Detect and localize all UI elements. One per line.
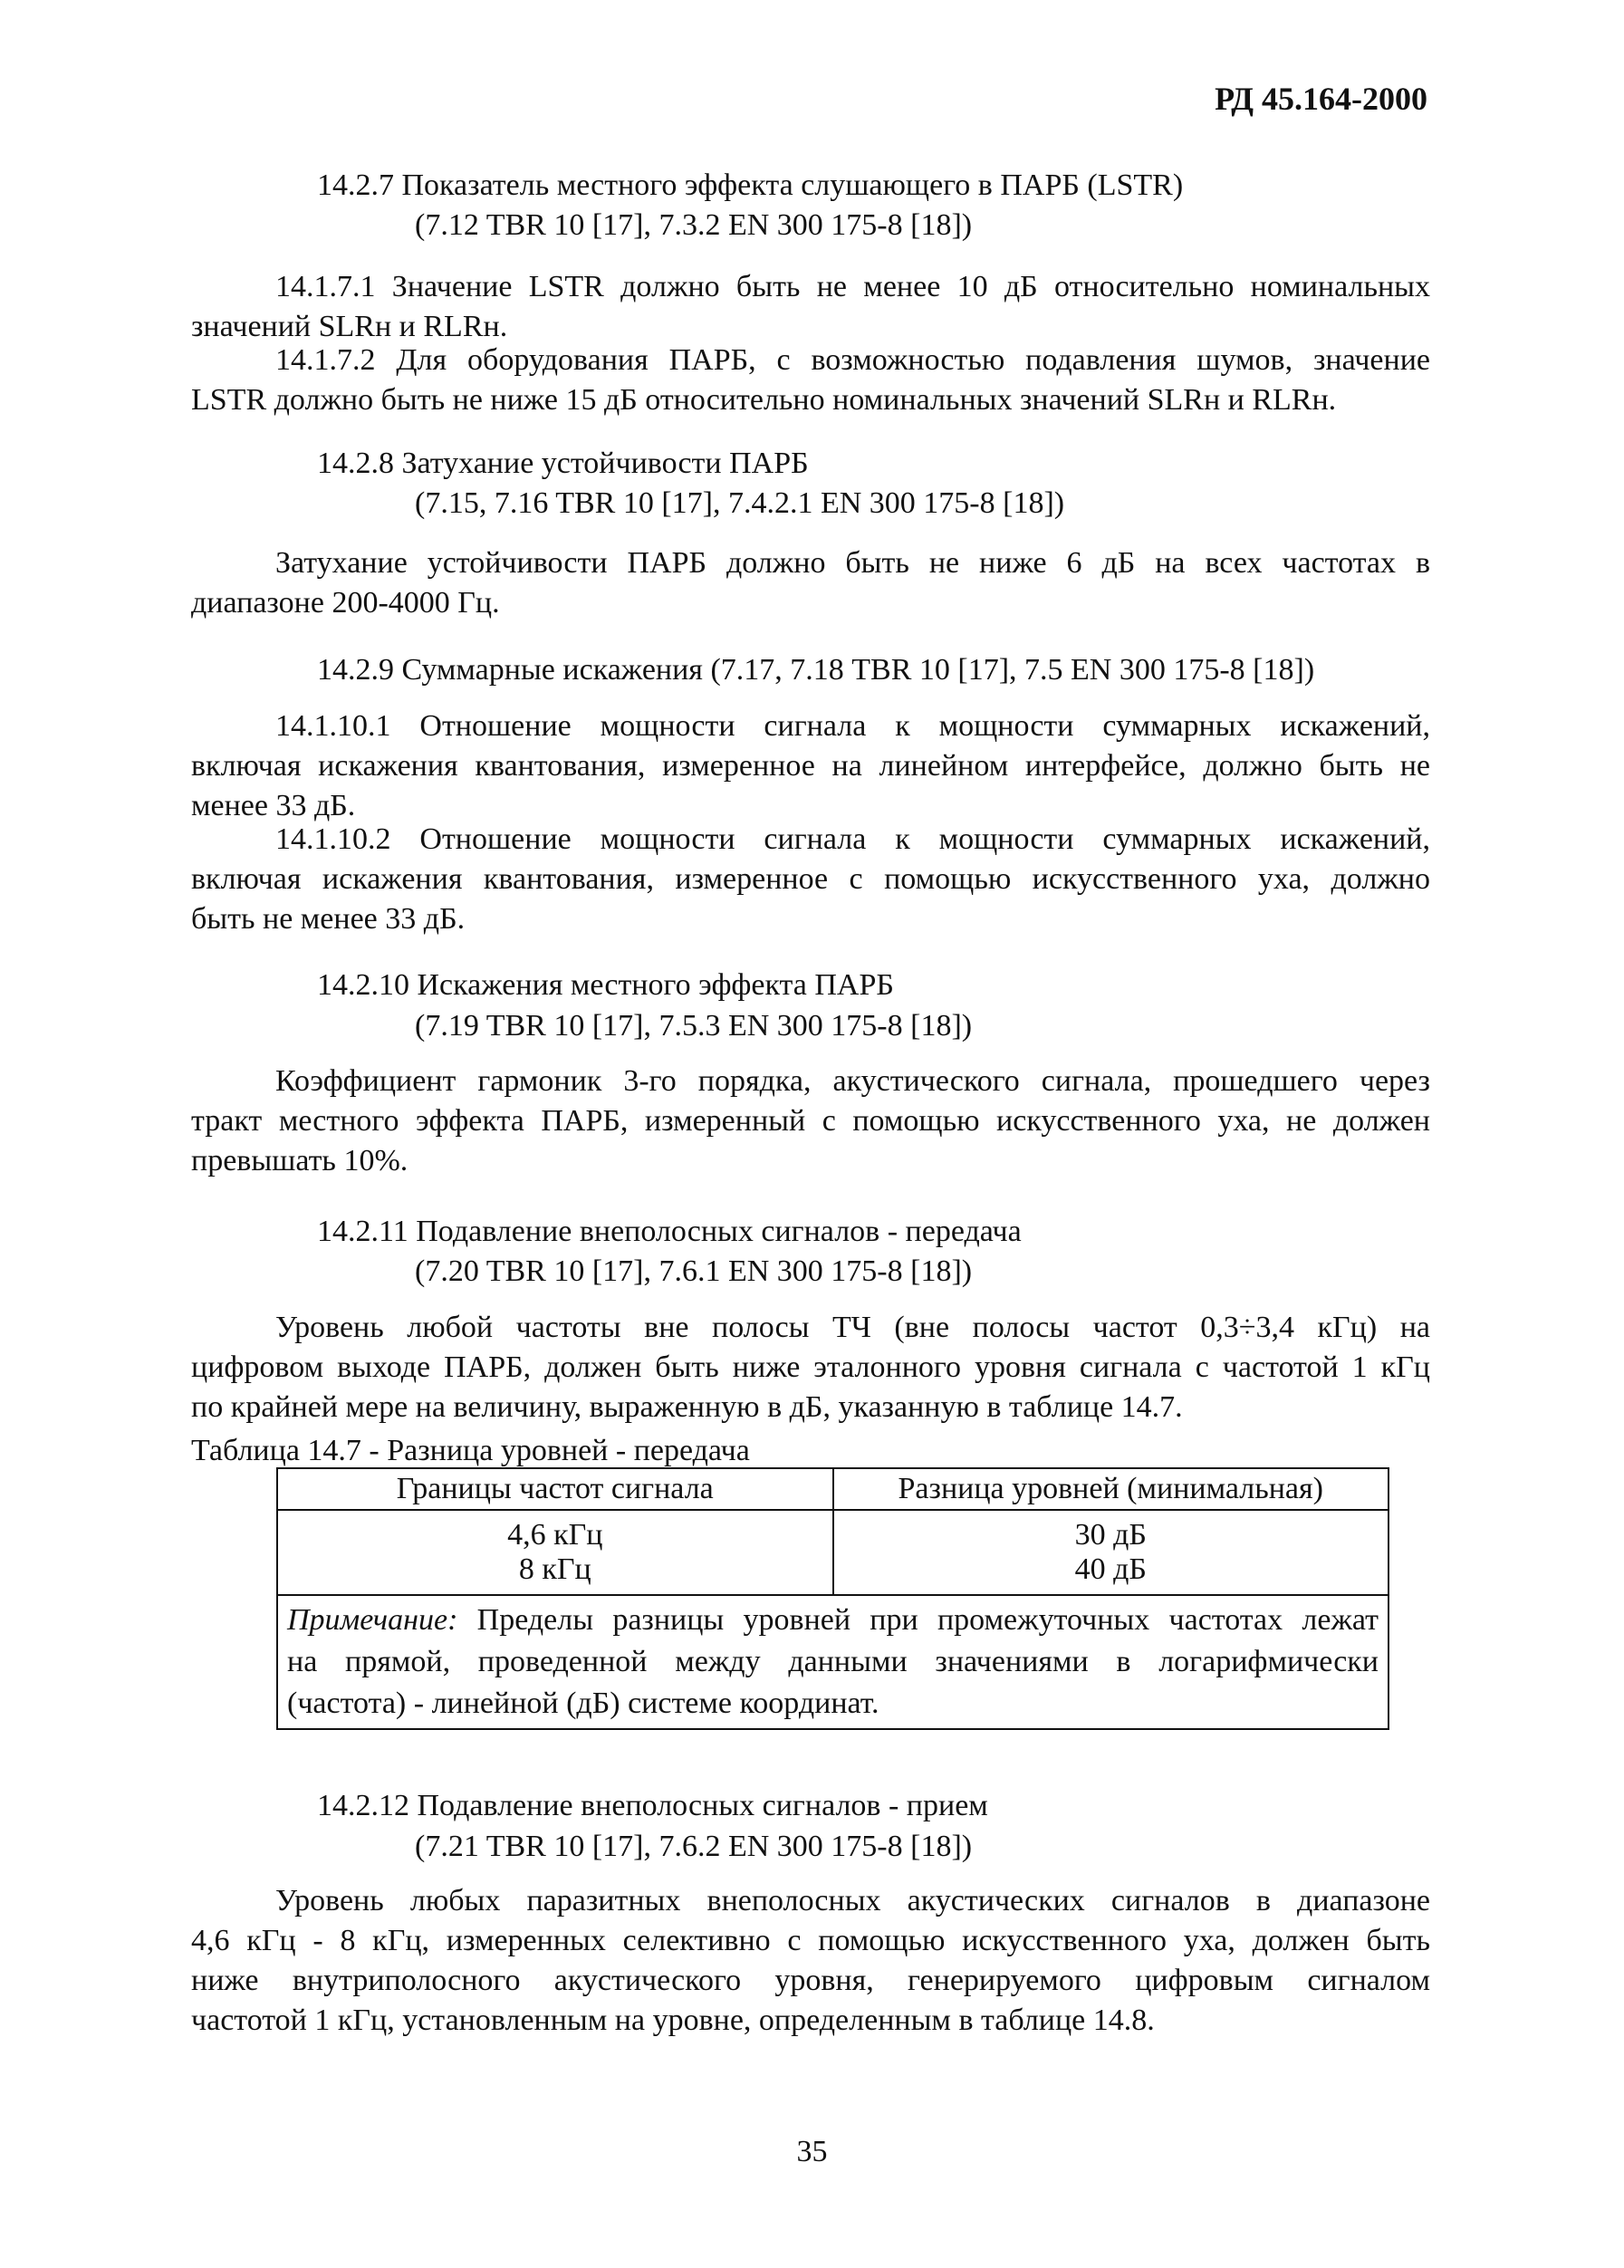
paragraph-14-2-8 [191,543,1430,623]
paragraph-line: включая искажения квантования, измеренное на линейном интерфейсе, должно быть не [191,749,1430,783]
section-ref-14-2-11: (7.20 TBR 10 [17], 7.6.1 EN 300 175-8 [18]) [415,1254,973,1288]
table-header-row [277,1468,1389,1510]
paragraph-14-2-11 [191,1308,1430,1427]
table-cell-value: 4,6 кГц [507,1518,603,1552]
paragraph-line: быть не менее 33 дБ. [191,902,466,936]
column-header: Границы частот сигнала [277,1468,833,1510]
section-ref-14-2-12: (7.21 TBR 10 [17], 7.6.2 EN 300 175-8 [18]) [415,1830,973,1863]
paragraph-line: 4,6 кГц - 8 кГц, измеренных селективно с помощью искусственного уха, должен быть [191,1924,1430,1957]
document-code: РД 45.164-2000 [1215,81,1427,117]
table-note [277,1595,1389,1729]
paragraph-line: частотой 1 кГц, установленным на уровне, определенным в таблице 14.8. [191,2004,1155,2037]
table-cell-value: 40 дБ [1074,1552,1147,1586]
paragraph-line: включая искажения квантования, измеренное с помощью искусственного уха, должно [191,862,1430,896]
section-ref-14-2-8: (7.15, 7.16 TBR 10 [17], 7.4.2.1 EN 300 175-8 [18]) [415,486,1065,520]
paragraph-line: цифровом выходе ПАРБ, должен быть ниже эталонного уровня сигнала с частотой 1 кГц [191,1350,1430,1384]
table-note-line [287,1600,1379,1641]
note-text: Пределы разницы уровней при промежуточных частотах лежат [476,1603,1379,1637]
section-heading-14-2-7: 14.2.7 Показатель местного эффекта слушающего в ПАРБ (LSTR) [317,168,1184,202]
paragraph-line: Затухание устойчивости ПАРБ должно быть не ниже 6 дБ на всех частотах в [275,546,1430,580]
paragraph-14-2-10 [191,1062,1430,1181]
note-label: Примечание: [287,1603,458,1637]
paragraph-line: Уровень любых паразитных внеполосных акустических сигналов в диапазоне [275,1884,1430,1917]
paragraph-14-1-10-1 [191,706,1430,826]
paragraph-14-2-12 [191,1881,1430,2041]
paragraph-14-1-7-1 [191,267,1430,347]
section-heading-14-2-9: 14.2.9 Суммарные искажения (7.17, 7.18 TBR 10 [17], 7.5 EN 300 175-8 [18]) [317,653,1315,687]
paragraph-line: значений SLRн и RLRн. [191,310,508,343]
section-ref-14-2-7: (7.12 TBR 10 [17], 7.3.2 EN 300 175-8 [18]) [415,208,973,242]
table-cell-levels [833,1510,1389,1595]
table-note-line: (частота) - линейной (дБ) системе координат. [287,1687,879,1720]
section-ref-14-2-10: (7.19 TBR 10 [17], 7.5.3 EN 300 175-8 [18]) [415,1009,973,1043]
table-note-row [277,1595,1389,1729]
paragraph-line: 14.1.7.1 Значение LSTR должно быть не менее 10 дБ относительно номинальных [275,270,1430,303]
section-heading-14-2-10: 14.2.10 Искажения местного эффекта ПАРБ [317,968,894,1002]
paragraph-line: диапазоне 200-4000 Гц. [191,586,500,620]
paragraph-line: LSTR должно быть не ниже 15 дБ относительно номинальных значений SLRн и RLRн. [191,383,1337,417]
table-cell-frequencies [277,1510,833,1595]
paragraph-line: по крайней мере на величину, выраженную в дБ, указанную в таблице 14.7. [191,1390,1183,1424]
paragraph-line: тракт местного эффекта ПАРБ, измеренный с помощью искусственного уха, не должен [191,1104,1430,1138]
paragraph-line: менее 33 дБ. [191,789,356,822]
paragraph-14-1-7-2 [191,341,1430,420]
paragraph-line: Коэффициент гармоник 3-го порядка, акустического сигнала, прошедшего через [275,1064,1430,1098]
table-caption: Таблица 14.7 - Разница уровней - передача [191,1434,750,1467]
table-14-7 [276,1467,1389,1730]
paragraph-line: 14.1.10.2 Отношение мощности сигнала к мощности суммарных искажений, [275,822,1430,856]
table-row [277,1510,1389,1595]
table-note-line: на прямой, проведенной между данными значениями в логарифмически [287,1645,1379,1678]
paragraph-line: ниже внутриполосного акустического уровня, генерируемого цифровым сигналом [191,1964,1430,1997]
page-number: 35 [796,2135,828,2168]
paragraph-line: Уровень любой частоты вне полосы ТЧ (вне полосы частот 0,3÷3,4 кГц) на [275,1311,1430,1344]
paragraph-line: превышать 10%. [191,1144,408,1177]
paragraph-14-1-10-2 [191,820,1430,939]
paragraph-line: 14.1.7.2 Для оборудования ПАРБ, с возможностью подавления шумов, значение [275,343,1430,377]
section-heading-14-2-8: 14.2.8 Затухание устойчивости ПАРБ [317,447,809,480]
paragraph-line: 14.1.10.1 Отношение мощности сигнала к мощности суммарных искажений, [275,709,1430,743]
section-heading-14-2-11: 14.2.11 Подавление внеполосных сигналов - передача [317,1215,1022,1248]
table-cell-value: 8 кГц [518,1552,591,1586]
table-cell-value: 30 дБ [1074,1518,1147,1552]
column-header: Разница уровней (минимальная) [833,1468,1389,1510]
section-heading-14-2-12: 14.2.12 Подавление внеполосных сигналов - прием [317,1789,988,1822]
